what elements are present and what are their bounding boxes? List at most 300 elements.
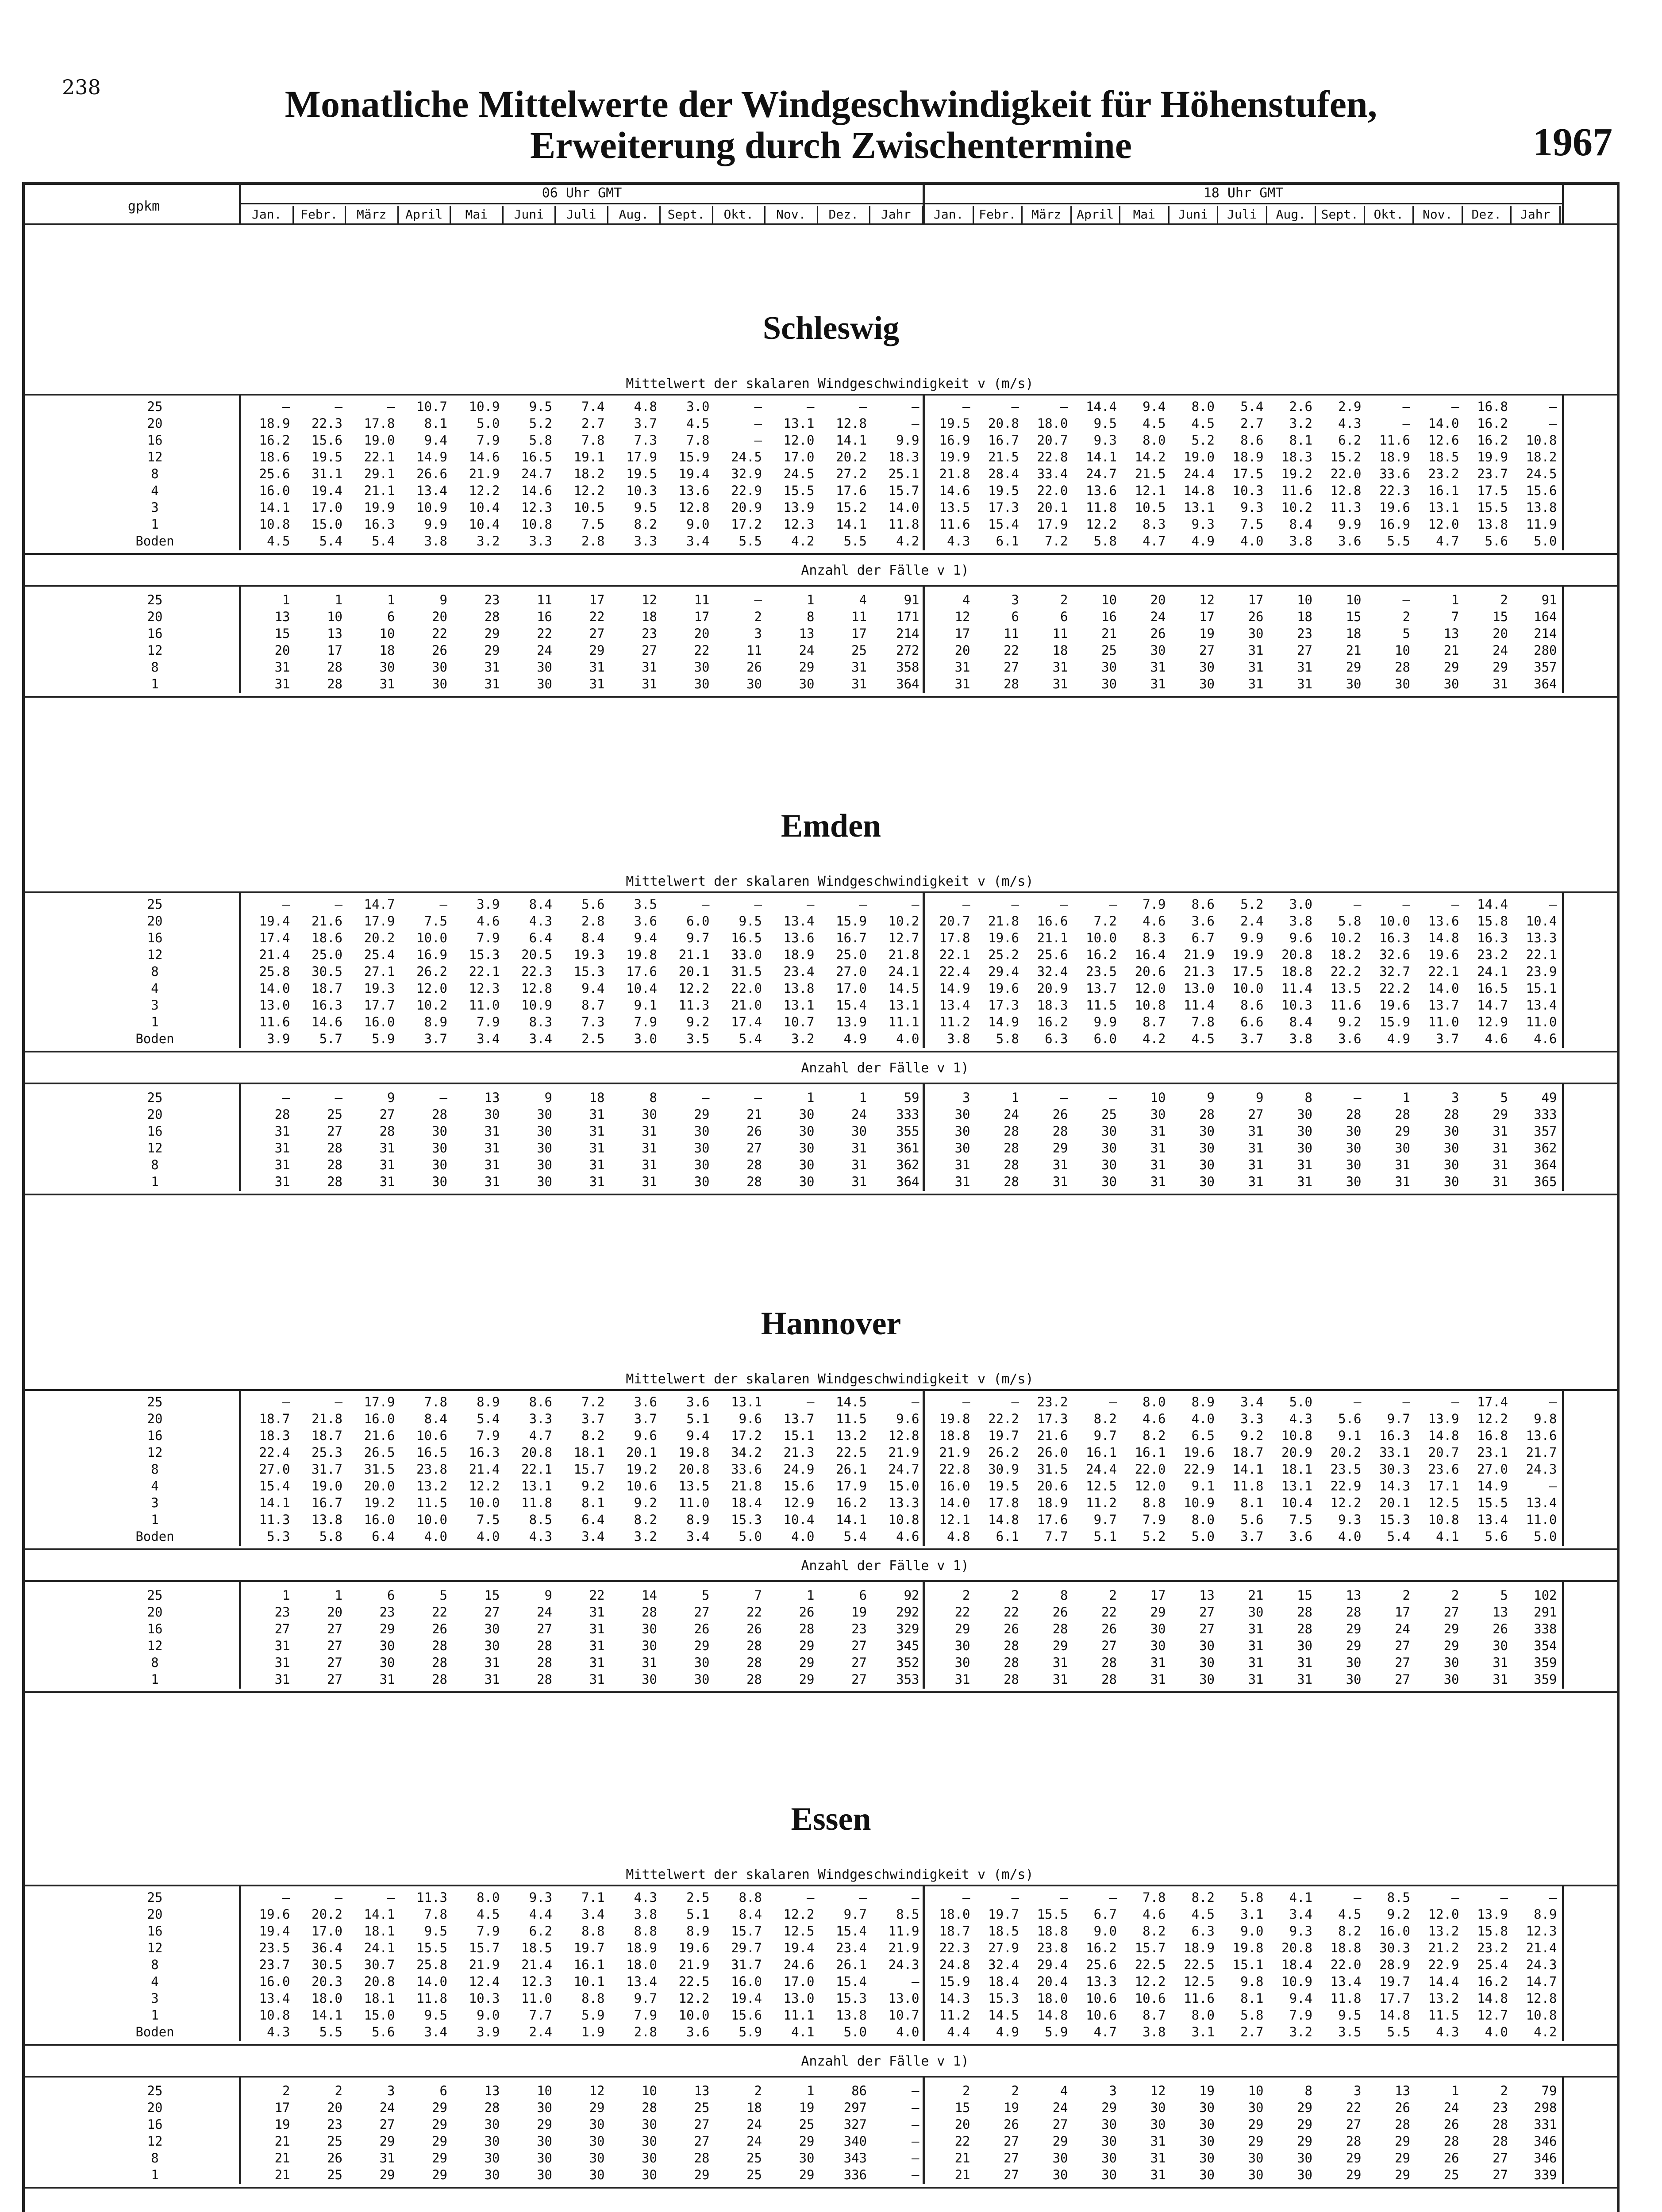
value-cell: 22.1 [521,1462,552,1477]
value-cell: 2 [1500,2083,1508,2098]
value-cell: 15.4 [259,1479,290,1494]
value-cell: 14.9 [416,449,447,465]
value-cell: 9.4 [1143,399,1166,414]
level-label: 4 [151,981,159,996]
value-cell: 26 [1101,1621,1117,1636]
value-cell: 19 [1199,626,1215,641]
value-cell: 30.5 [312,1957,342,1972]
value-cell: 30 [642,1672,657,1687]
value-cell: 13.6 [1086,483,1117,498]
value-cell: 9.5 [1093,416,1117,431]
value-cell: 19.4 [259,914,290,929]
value-cell: 8.4 [739,1907,762,1922]
value-cell: 6.4 [529,930,552,945]
value-cell: 16 [1101,609,1117,624]
value-cell: 13 [484,2083,500,2098]
value-cell: 30 [1199,2134,1215,2149]
value-cell: 13.0 [1184,981,1215,996]
value-cell: 14.6 [312,1014,342,1029]
value-cell: 9.0 [477,2008,500,2023]
value-cell: 29 [1346,2151,1362,2166]
value-cell: – [702,897,710,912]
year-column-rule [1562,1084,1564,1191]
value-cell: 16.0 [259,483,290,498]
level-label: 16 [147,1428,163,1443]
value-cell: 31 [1052,1655,1068,1670]
value-cell: – [1109,1394,1117,1409]
value-cell: 9.9 [1093,1014,1117,1029]
value-cell: 18.8 [1281,964,1312,979]
value-cell: 28 [432,1655,447,1670]
value-cell: 8.8 [581,1924,605,1939]
value-cell: 12 [1150,2083,1166,2098]
value-cell: – [1451,1394,1459,1409]
value-cell: – [1402,1394,1410,1409]
value-cell: 2.5 [581,1031,605,1046]
value-cell: 18.5 [521,1940,552,1955]
value-cell: 31 [1150,1174,1166,1189]
value-cell: 28 [694,2151,710,2166]
value-cell: 13 [274,609,290,624]
value-cell: 19.3 [364,981,395,996]
value-cell: 25.8 [416,1957,447,1972]
value-cell: 3 [1354,2083,1362,2098]
value-cell: 17.8 [939,930,970,945]
value-cell: 9.2 [581,1479,605,1494]
count-top-rule [22,1580,1620,1582]
value-cell: 19.4 [259,1924,290,1939]
value-cell: 13.0 [888,1991,919,2006]
value-cell: 10.8 [1281,1428,1312,1443]
mean-bottom-rule [22,553,1620,555]
level-label: 8 [151,1655,159,1670]
value-cell: 30 [1101,1174,1117,1189]
value-cell: 13.5 [939,500,970,515]
value-cell: 19.5 [988,483,1019,498]
value-cell: 4.0 [791,1529,815,1544]
value-cell: 7.3 [634,433,657,448]
value-cell: 30 [537,2167,552,2182]
value-cell: 7.5 [477,1512,500,1527]
value-cell: 16.0 [364,1014,395,1029]
value-cell: 4.3 [1436,2024,1459,2039]
value-cell: 298 [1534,2100,1557,2115]
year-column-rule [1562,1885,1564,2041]
value-cell: 26 [746,1621,762,1636]
block-top-rule [22,891,1620,893]
value-cell: 15.6 [731,2008,762,2023]
value-cell: 28 [1004,1638,1019,1653]
value-cell: 16.5 [731,930,762,945]
value-cell: 30 [694,1672,710,1687]
value-cell: 28 [274,1107,290,1122]
value-cell: 9.4 [686,1428,710,1443]
value-cell: 15 [484,1588,500,1603]
value-cell: 14.8 [1477,1991,1508,2006]
page-title-line1: Monatliche Mittelwerte der Windgeschwindigkeit für Höhenstufen, [285,83,1377,125]
value-cell: 11.9 [1526,517,1557,532]
value-cell: 19.5 [939,416,970,431]
value-cell: 21.9 [678,1957,710,1972]
value-cell: 15.8 [1477,914,1508,929]
value-cell: 24 [1493,643,1508,658]
value-cell: 10.8 [1526,2008,1557,2023]
month-header: Juni [504,206,556,223]
value-cell: 25 [1101,643,1117,658]
value-cell: 25 [1101,1107,1117,1122]
value-cell: 17.0 [783,1974,815,1989]
value-cell: 30 [1150,1107,1166,1122]
value-cell: 28 [746,1672,762,1687]
value-cell: 20 [954,2117,970,2132]
value-cell: 49 [1541,1090,1557,1105]
value-cell: 7 [1451,609,1459,624]
value-cell: 27 [694,2117,710,2132]
value-cell: 27 [1395,1638,1410,1653]
label-rule [239,1885,241,2041]
value-cell: 18.5 [1428,449,1459,465]
value-cell: 2.9 [1338,399,1362,414]
value-cell: 22.8 [1037,449,1068,465]
value-cell: 358 [896,660,919,675]
value-cell: 29.4 [1037,1957,1068,1972]
value-cell: 2.6 [1289,399,1312,414]
value-cell: – [859,897,867,912]
value-cell: 11.8 [1232,1479,1264,1494]
value-cell: 5.0 [843,2024,867,2039]
value-cell: 9.2 [1338,1014,1362,1029]
value-cell: 12.0 [1135,981,1166,996]
value-cell: 3.9 [477,2024,500,2039]
value-cell: 11.2 [939,1014,970,1029]
mean-bottom-rule [22,1051,1620,1052]
value-cell: 6.0 [1093,1031,1117,1046]
value-cell: 10.9 [416,500,447,515]
value-cell: 9 [439,592,447,607]
value-cell: 30.3 [1379,1462,1410,1477]
value-cell: 9.2 [1387,1907,1410,1922]
value-cell: 16.2 [836,1495,867,1510]
value-cell: 11.0 [469,998,500,1013]
value-cell: 9.9 [896,433,919,448]
value-cell: 34.2 [731,1445,762,1460]
value-cell: 6 [859,1588,867,1603]
value-cell: 19.8 [678,1445,710,1460]
value-cell: 19.6 [678,1940,710,1955]
value-cell: 30 [589,2134,605,2149]
value-cell: 33.4 [1037,466,1068,481]
value-cell: 15.3 [469,947,500,962]
value-cell: 11.5 [1428,2008,1459,2023]
value-cell: 29 [799,1638,815,1653]
value-cell: 31 [954,1672,970,1687]
value-cell: 29 [589,2100,605,2115]
value-cell: 30 [1248,2151,1264,2166]
value-cell: 30 [1248,626,1264,641]
value-cell: 3.8 [1289,1031,1312,1046]
value-cell: 22.0 [731,981,762,996]
value-cell: 30 [746,676,762,691]
value-cell: 25.2 [988,947,1019,962]
value-cell: 31 [1248,1124,1264,1139]
value-cell: 32.4 [988,1957,1019,1972]
value-cell: 30 [1150,1621,1166,1636]
value-cell: 13.1 [1184,500,1215,515]
value-cell: 28 [1004,1157,1019,1172]
value-cell: – [912,416,919,431]
value-cell: 16.0 [364,1411,395,1426]
value-cell: 30 [1101,1141,1117,1156]
value-cell: 30 [1346,676,1362,691]
value-cell: 5.2 [1240,897,1264,912]
value-cell: 10.3 [1281,998,1312,1013]
value-cell: 13 [1199,1588,1215,1603]
value-cell: 11 [746,643,762,658]
value-cell: 23.7 [1477,466,1508,481]
value-cell: 21.6 [364,1428,395,1443]
term-divider-rule [923,182,925,225]
value-cell: 3 [1011,592,1019,607]
value-cell: 17.3 [1037,1411,1068,1426]
level-label: 8 [151,1957,159,1972]
value-cell: 8.9 [686,1924,710,1939]
value-cell: 12 [642,592,657,607]
value-cell: 26 [1443,2151,1459,2166]
value-cell: 5.4 [1387,1529,1410,1544]
level-label: 25 [147,1588,163,1603]
level-label: 1 [151,1174,159,1189]
value-cell: 31 [642,660,657,675]
value-cell: 19.6 [1184,1445,1215,1460]
term1-header: 06 Uhr GMT [241,184,923,204]
value-cell: 16.0 [939,1479,970,1494]
value-cell: 7.9 [1143,1512,1166,1527]
value-cell: 13.3 [1526,930,1557,945]
value-cell: 27 [327,1638,342,1653]
value-cell: 2 [1500,592,1508,607]
value-cell: 28 [746,1638,762,1653]
station-name: Schleswig [762,310,900,346]
value-cell: 31 [1248,1638,1264,1653]
value-cell: 5.0 [1191,1529,1215,1544]
value-cell: 21.1 [1037,930,1068,945]
value-cell: 11.8 [1330,1991,1362,2006]
value-cell: 28 [642,1605,657,1620]
value-cell: 5.0 [1289,1394,1312,1409]
value-cell: 12.2 [1330,1495,1362,1510]
value-cell: 31 [1297,660,1312,675]
value-cell: 22 [1101,1605,1117,1620]
value-cell: 5.6 [1485,534,1508,549]
level-label: 16 [147,626,163,641]
value-cell: 31.7 [731,1957,762,1972]
value-cell: 13.1 [1281,1479,1312,1494]
value-cell: – [912,2151,919,2166]
value-cell: 22 [589,1588,605,1603]
value-cell: 5.6 [581,897,605,912]
value-cell: 4.2 [791,534,815,549]
value-cell: 4.1 [1289,1890,1312,1905]
year-column-rule [1562,1389,1564,1546]
value-cell: 17 [589,592,605,607]
value-cell: 12 [954,609,970,624]
value-cell: 8.4 [529,897,552,912]
value-cell: 31 [484,1157,500,1172]
value-cell: 31 [851,1157,867,1172]
value-cell: 11 [537,592,552,607]
value-cell: 6.4 [372,1529,395,1544]
value-cell: 5.8 [1338,914,1362,929]
value-cell: 17 [327,643,342,658]
value-cell: 7.5 [581,517,605,532]
value-cell: 32.6 [1379,947,1410,962]
value-cell: 10.2 [416,998,447,1013]
value-cell: 3.8 [947,1031,970,1046]
count-caption: Anzahl der Fälle v 1) [801,1558,969,1574]
value-cell: 26.6 [416,466,447,481]
value-cell: 5.5 [1387,534,1410,549]
value-cell: 14.6 [939,483,970,498]
value-cell: 18.9 [626,1940,657,1955]
value-cell: 28 [432,1638,447,1653]
value-cell: 352 [896,1655,919,1670]
block-top-rule [22,1389,1620,1391]
value-cell: 3.7 [634,416,657,431]
station-name: Emden [781,808,881,844]
value-cell: 11.6 [1330,998,1362,1013]
value-cell: – [962,1394,970,1409]
value-cell: 14.1 [312,2008,342,2023]
value-cell: 29 [1297,2117,1312,2132]
value-cell: 1 [335,592,342,607]
value-cell: 1 [859,1090,867,1105]
value-cell: 30 [379,660,395,675]
value-cell: 31 [274,676,290,691]
value-cell: 8 [807,609,815,624]
value-cell: 31 [1150,2167,1166,2182]
value-cell: 10.6 [626,1479,657,1494]
value-cell: 5.8 [1240,2008,1264,2023]
value-cell: 6.6 [1240,1014,1264,1029]
value-cell: – [1011,399,1019,414]
label-rule [239,394,241,550]
value-cell: 18.9 [259,416,290,431]
value-cell: 7.9 [477,930,500,945]
value-cell: – [912,897,919,912]
value-cell: – [1060,1090,1068,1105]
value-cell: 33.1 [1379,1445,1410,1460]
value-cell: 17.2 [731,1428,762,1443]
level-label: 20 [147,1107,163,1122]
value-cell: 6.7 [1093,1907,1117,1922]
value-cell: 17.5 [1232,964,1264,979]
value-cell: 22.1 [1526,947,1557,962]
value-cell: 5.1 [686,1907,710,1922]
value-cell: 19.5 [626,466,657,481]
value-cell: 18 [642,609,657,624]
value-cell: 12.5 [1086,1479,1117,1494]
value-cell: – [754,1090,762,1105]
value-cell: 21.3 [783,1445,815,1460]
value-cell: 29 [379,1621,395,1636]
value-cell: 19.8 [1232,1940,1264,1955]
value-cell: 6.4 [581,1512,605,1527]
value-cell: 28 [484,2100,500,2115]
value-cell: 14.2 [1135,449,1166,465]
value-cell: 362 [896,1157,919,1172]
value-cell: 4.3 [634,1890,657,1905]
value-cell: 30 [484,1107,500,1122]
value-cell: 5.8 [1093,534,1117,549]
value-cell: 23.8 [416,1462,447,1477]
value-cell: 22 [432,626,447,641]
value-cell: 3.9 [477,897,500,912]
value-cell: 9.6 [739,1411,762,1426]
value-cell: 11.5 [1086,998,1117,1013]
value-cell: – [912,2100,919,2115]
value-cell: 30 [1346,1141,1362,1156]
value-cell: 18.3 [1037,998,1068,1013]
value-cell: 30 [1150,2100,1166,2115]
value-cell: 22.0 [1037,483,1068,498]
value-cell: 14.5 [836,1394,867,1409]
month-header: Febr. [974,206,1023,223]
value-cell: 26 [432,1621,447,1636]
value-cell: 9.6 [634,1428,657,1443]
value-cell: 28 [432,1672,447,1687]
value-cell: 30 [1199,1638,1215,1653]
value-cell: 4.0 [896,1031,919,1046]
value-cell: 30 [537,2151,552,2166]
value-cell: 29 [432,2151,447,2166]
value-cell: 16.7 [988,433,1019,448]
value-cell: 30 [1346,1655,1362,1670]
value-cell: 8.8 [739,1890,762,1905]
level-label: 3 [151,1495,159,1510]
level-label: 12 [147,643,163,658]
value-cell: 29 [1493,1107,1508,1122]
value-cell: 20.9 [1037,981,1068,996]
value-cell: 8.8 [581,1991,605,2006]
value-cell: 18.7 [312,1428,342,1443]
value-cell: 8.2 [1093,1411,1117,1426]
value-cell: 8.4 [1289,1014,1312,1029]
value-cell: 24 [537,1605,552,1620]
value-cell: 10.6 [1086,2008,1117,2023]
value-cell: 25.4 [1477,1957,1508,1972]
value-cell: 13.4 [939,998,970,1013]
value-cell: 20.8 [521,1445,552,1460]
value-cell: 17 [694,609,710,624]
value-cell: 3.3 [634,534,657,549]
value-cell: 3.2 [791,1031,815,1046]
value-cell: 20 [694,626,710,641]
value-cell: 3.7 [1240,1031,1264,1046]
value-cell: 18 [1052,643,1068,658]
value-cell: 17.9 [364,914,395,929]
value-cell: 27 [1052,2117,1068,2132]
value-cell: 28 [1395,2117,1410,2132]
value-cell: 30 [954,1107,970,1122]
value-cell: 9.1 [1191,1479,1215,1494]
value-cell: 19.7 [988,1907,1019,1922]
value-cell: 28 [1004,1141,1019,1156]
value-cell: 15.3 [988,1991,1019,2006]
value-cell: 22.1 [939,947,970,962]
value-cell: 21.0 [731,998,762,1013]
value-cell: 10 [1248,2083,1264,2098]
station-name: Hannover [761,1306,901,1342]
